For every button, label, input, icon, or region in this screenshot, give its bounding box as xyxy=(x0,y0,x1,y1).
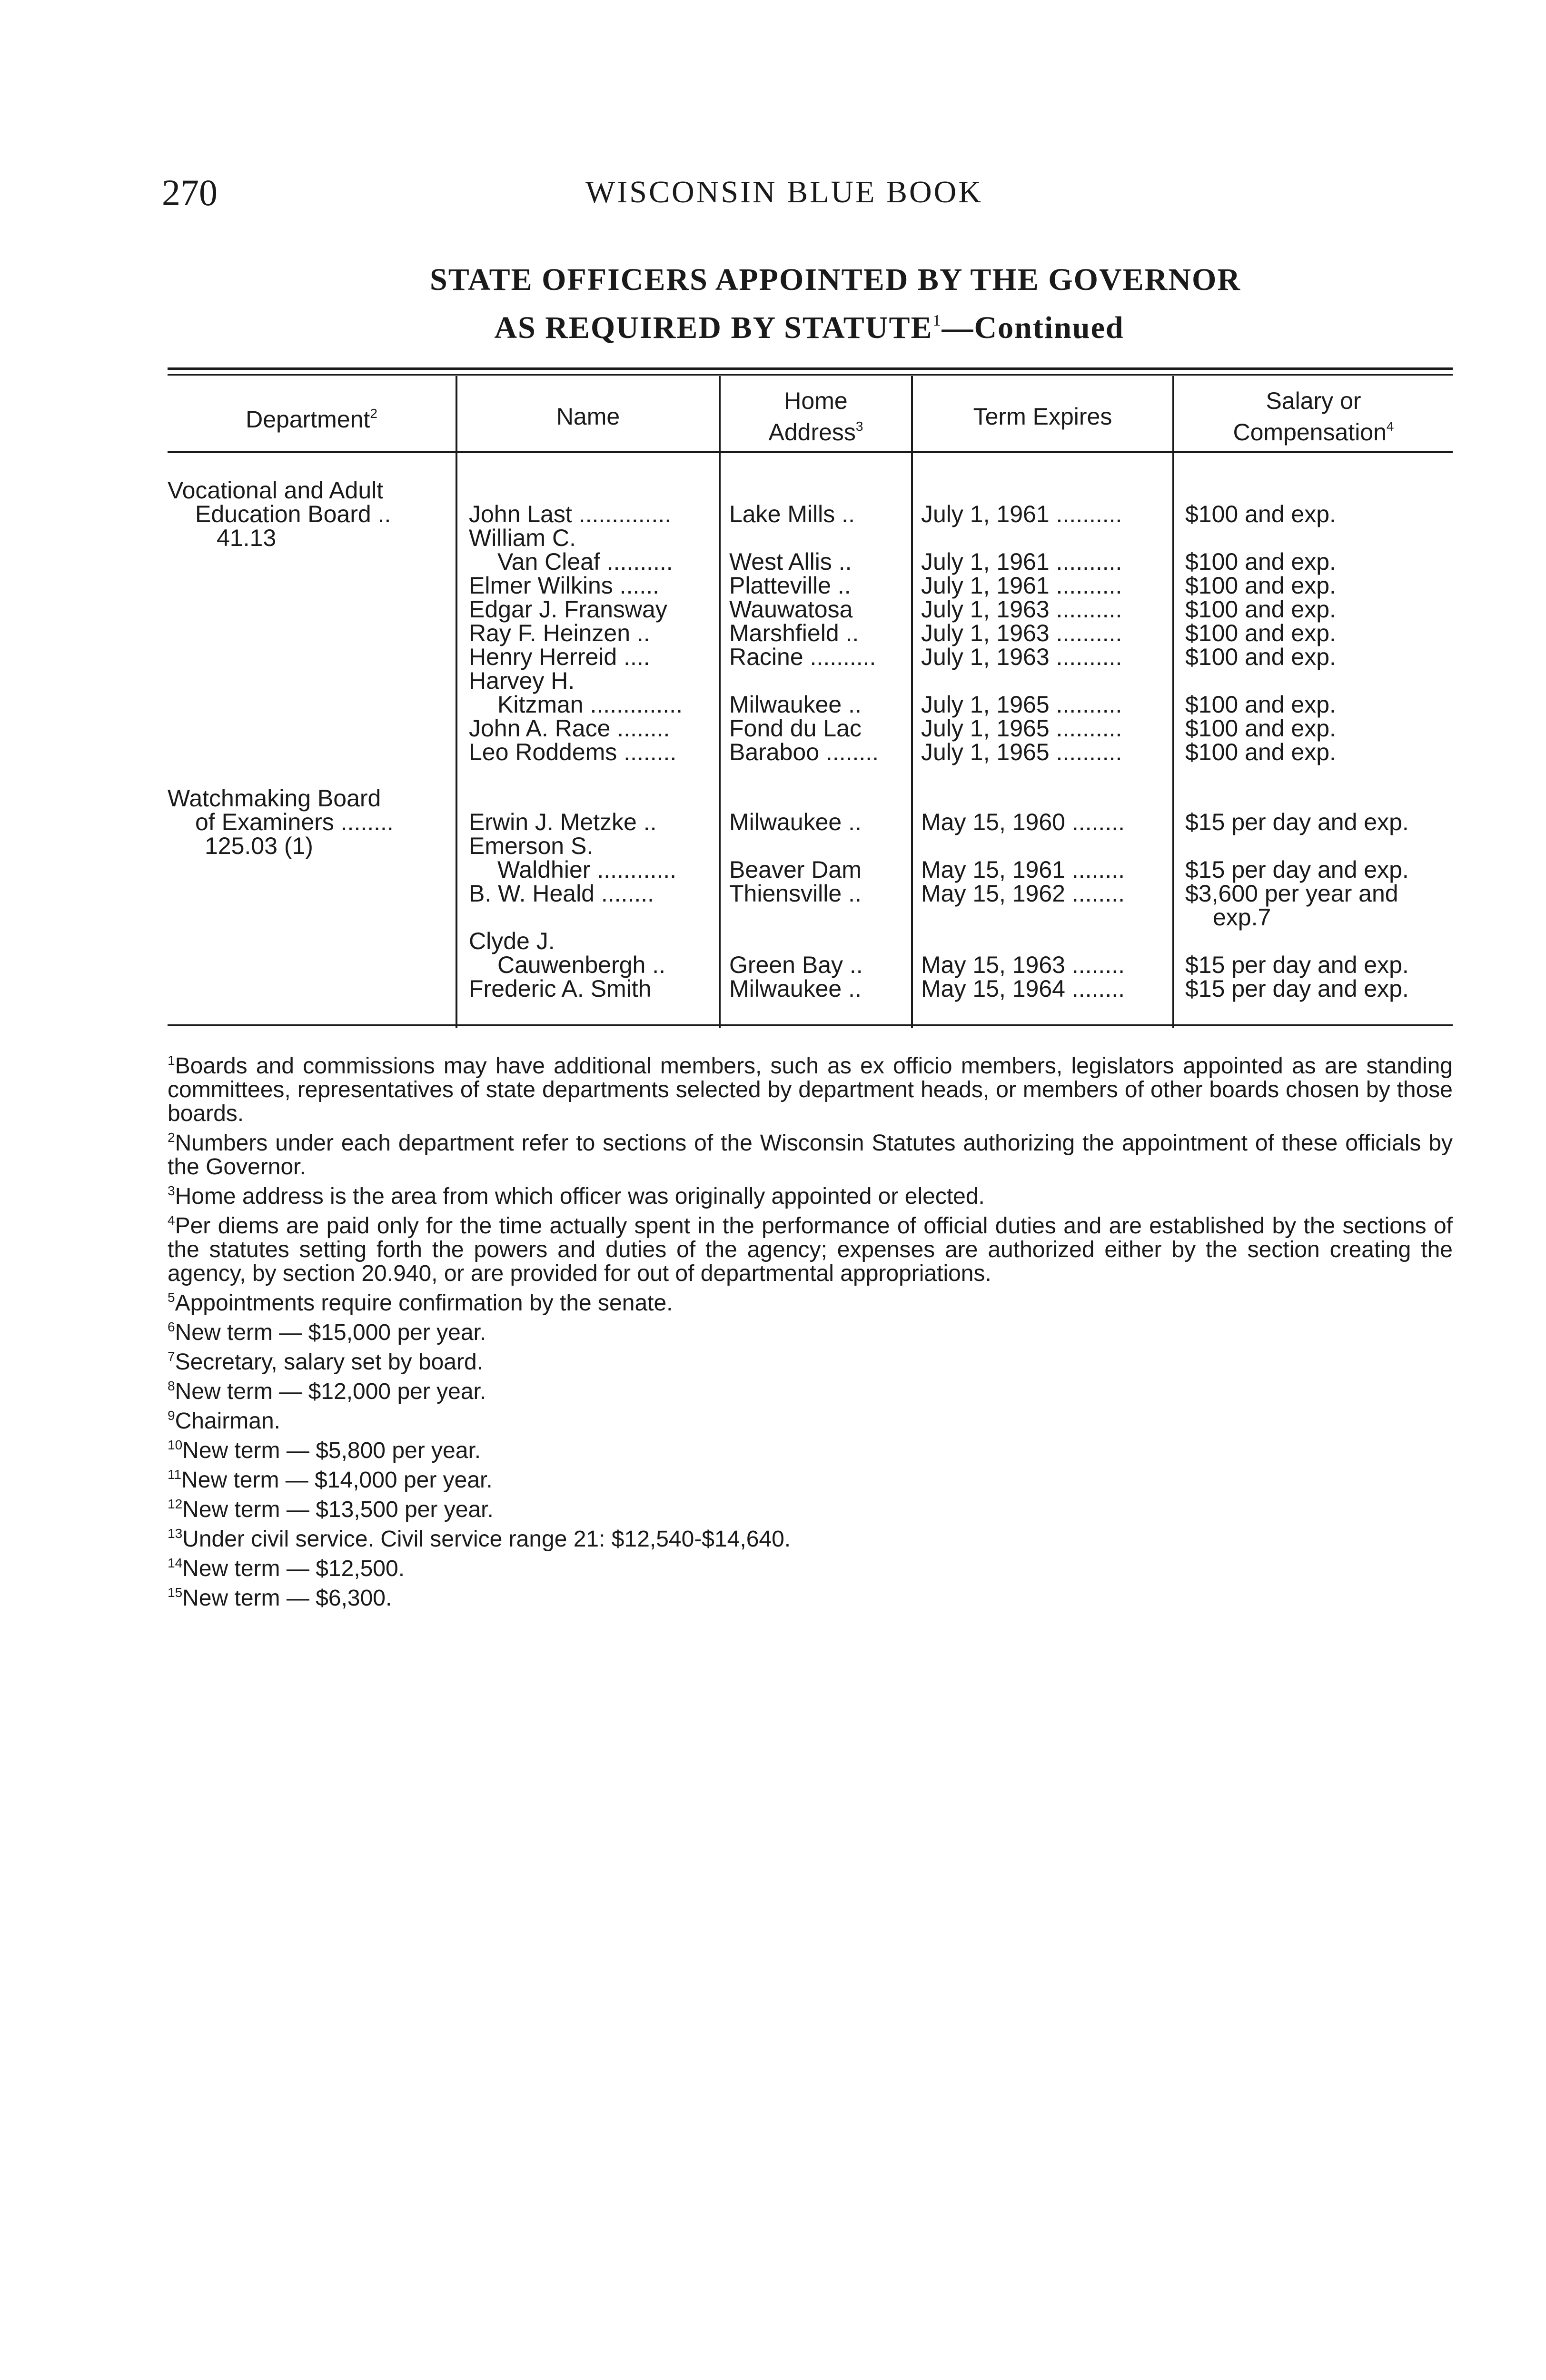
address-cell: Fond du Lac xyxy=(729,715,862,742)
name-cell: Harvey H. xyxy=(469,667,575,694)
name-cell-continued: Cauwenbergh .. xyxy=(497,952,666,978)
column-divider xyxy=(911,376,913,1028)
footnote: $^{11}$New term — $14,000 per year. xyxy=(168,1467,493,1493)
table-top-rule xyxy=(168,367,1453,370)
term-cell: May 15, 1962 ........ xyxy=(921,880,1125,907)
table-title-continued: —Continued xyxy=(941,310,1124,345)
address-cell: Lake Mills .. xyxy=(729,501,855,527)
term-cell: July 1, 1963 .......... xyxy=(921,596,1122,623)
column-header-home-address: Home Address$^3$ xyxy=(768,387,863,446)
salary-cell: $15 per day and exp. xyxy=(1185,856,1409,883)
department-statute-number: 125.03 (1) xyxy=(205,833,313,859)
footnote: $^3$Home address is the area from which officer was originally appointed or elected. xyxy=(168,1183,985,1209)
footnote: $^{10}$New term — $5,800 per year. xyxy=(168,1438,481,1463)
salary-cell: $100 and exp. xyxy=(1185,715,1336,742)
term-cell: July 1, 1963 .......... xyxy=(921,644,1122,670)
table-title xyxy=(162,259,1457,348)
salary-cell: $15 per day and exp. xyxy=(1185,952,1409,978)
name-cell: Leo Roddems ........ xyxy=(469,739,677,765)
column-divider xyxy=(1172,376,1174,1028)
term-cell: May 15, 1961 ........ xyxy=(921,856,1125,883)
term-cell: July 1, 1965 .......... xyxy=(921,691,1122,718)
name-cell: Edgar J. Fransway xyxy=(469,596,667,623)
table-title-footnote-ref: 1 xyxy=(932,312,942,329)
footnote: $^5$Appointments require confirmation by the senate. xyxy=(168,1290,673,1316)
salary-cell-continued: exp.7 xyxy=(1213,904,1271,931)
term-cell: July 1, 1961 .......... xyxy=(921,501,1122,527)
footnote: $^4$Per diems are paid only for the time actually spent in the performance of official duties and are established by the sections of the statutes setting forth the powers and duties of the agency; expenses are authorized either by the section creating the agency, by section 20.940, or are provided for out of departmental appropriations. xyxy=(168,1213,1453,1286)
name-cell: Erwin J. Metzke .. xyxy=(469,809,657,835)
term-cell: May 15, 1960 ........ xyxy=(921,809,1125,835)
address-cell: Beaver Dam xyxy=(729,856,862,883)
footnote: $^{13}$Under civil service. Civil service range 21: $12,540-$14,640. xyxy=(168,1526,791,1552)
footnotes xyxy=(168,1049,1453,1610)
name-cell: John A. Race ........ xyxy=(469,715,670,742)
address-cell: Baraboo ........ xyxy=(729,739,879,765)
salary-cell: $100 and exp. xyxy=(1185,548,1336,575)
salary-cell: $100 and exp. xyxy=(1185,644,1336,670)
address-cell: West Allis .. xyxy=(729,548,852,575)
table-bottom-rule xyxy=(168,1024,1453,1026)
name-cell: Emerson S. xyxy=(469,833,594,859)
page-number: 270 xyxy=(162,172,218,213)
department-line: Education Board .. xyxy=(195,501,391,527)
address-cell: Thiensville .. xyxy=(729,880,862,907)
table-title-main: AS REQUIRED BY STATUTE xyxy=(494,310,933,345)
name-cell: Ray F. Heinzen .. xyxy=(469,620,650,646)
term-cell: July 1, 1965 .......... xyxy=(921,739,1122,765)
footnote: $^8$New term — $12,000 per year. xyxy=(168,1378,486,1404)
footnote: $^{15}$New term — $6,300. xyxy=(168,1585,392,1611)
department-line: Vocational and Adult xyxy=(168,477,384,504)
term-cell: May 15, 1963 ........ xyxy=(921,952,1125,978)
footnote: $^6$New term — $15,000 per year. xyxy=(168,1319,486,1345)
term-cell: July 1, 1961 .......... xyxy=(921,572,1122,599)
department-statute-number: 41.13 xyxy=(217,525,277,551)
address-cell: Green Bay .. xyxy=(729,952,863,978)
salary-cell: $100 and exp. xyxy=(1185,739,1336,765)
footnote: $^7$Secretary, salary set by board. xyxy=(168,1349,483,1375)
name-cell: Elmer Wilkins ...... xyxy=(469,572,660,599)
name-cell: Frederic A. Smith xyxy=(469,975,652,1002)
column-header-term-expires: Term Expires xyxy=(973,403,1112,430)
footnote: $^{14}$New term — $12,500. xyxy=(168,1556,405,1581)
address-cell: Milwaukee .. xyxy=(729,975,862,1002)
term-cell: July 1, 1963 .......... xyxy=(921,620,1122,646)
address-cell: Platteville .. xyxy=(729,572,851,599)
salary-cell: $100 and exp. xyxy=(1185,572,1336,599)
salary-cell: $15 per day and exp. xyxy=(1185,809,1409,835)
department-line: Watchmaking Board xyxy=(168,785,381,812)
table-top-rule-inner xyxy=(168,374,1453,376)
name-cell-continued: Kitzman .............. xyxy=(497,691,683,718)
salary-cell: $15 per day and exp. xyxy=(1185,975,1409,1002)
name-cell: John Last .............. xyxy=(469,501,672,527)
table-title-line-1: STATE OFFICERS APPOINTED BY THE GOVERNOR xyxy=(430,262,1241,297)
address-cell: Wauwatosa xyxy=(729,596,853,623)
salary-cell: $100 and exp. xyxy=(1185,501,1336,527)
address-cell: Marshfield .. xyxy=(729,620,859,646)
department-line: of Examiners ........ xyxy=(195,809,394,835)
salary-cell: $3,600 per year and xyxy=(1185,880,1398,907)
name-cell: William C. xyxy=(469,525,576,551)
running-head xyxy=(162,171,1457,214)
address-cell: Racine .......... xyxy=(729,644,876,670)
salary-cell: $100 and exp. xyxy=(1185,691,1336,718)
term-cell: July 1, 1965 .......... xyxy=(921,715,1122,742)
column-header-salary: Salary or Compensation$^4$ xyxy=(1233,387,1394,446)
column-header-department: Department$^2$ xyxy=(246,406,377,433)
name-cell-continued: Van Cleaf .......... xyxy=(497,548,673,575)
address-cell: Milwaukee .. xyxy=(729,691,862,718)
name-cell: Clyde J. xyxy=(469,928,555,954)
book-title: WISCONSIN BLUE BOOK xyxy=(585,175,983,209)
column-divider xyxy=(719,376,721,1028)
footnote: $^{12}$New term — $13,500 per year. xyxy=(168,1497,494,1522)
footnote: $^9$Chairman. xyxy=(168,1408,280,1434)
name-cell-continued: Waldhier ............ xyxy=(497,856,677,883)
address-cell: Milwaukee .. xyxy=(729,809,862,835)
term-cell: May 15, 1964 ........ xyxy=(921,975,1125,1002)
term-cell: July 1, 1961 .......... xyxy=(921,548,1122,575)
name-cell: Henry Herreid .... xyxy=(469,644,650,670)
header-bottom-rule xyxy=(168,451,1453,453)
name-cell: B. W. Heald ........ xyxy=(469,880,654,907)
table-title-line-2 xyxy=(162,300,1457,348)
footnote: $^2$Numbers under each department refer to sections of the Wisconsin Statutes authorizing the appointment of these officials by the Governor. xyxy=(168,1130,1453,1180)
footnote: $^1$Boards and commissions may have additional members, such as ex officio members, legislators appointed as are standing committees, representatives of state departments selected by department heads, or members of other boards chosen by those boards. xyxy=(168,1053,1453,1126)
salary-cell: $100 and exp. xyxy=(1185,596,1336,623)
column-divider xyxy=(456,376,457,1028)
column-header-name: Name xyxy=(556,403,620,430)
salary-cell: $100 and exp. xyxy=(1185,620,1336,646)
